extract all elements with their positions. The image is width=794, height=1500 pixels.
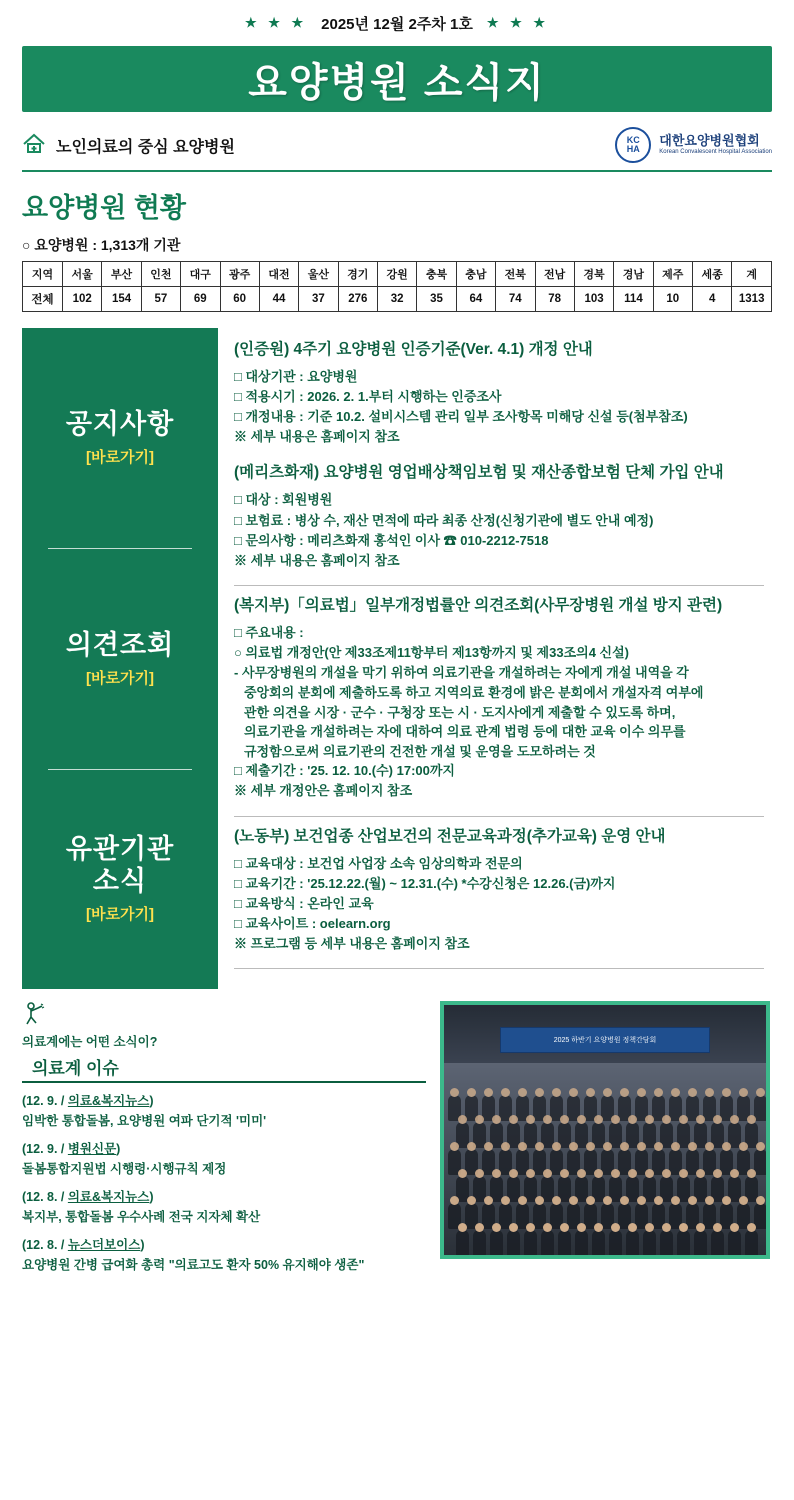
group-photo (440, 1001, 770, 1259)
article-block-4 (234, 827, 772, 961)
category-link[interactable]: [바로가기] (86, 449, 154, 467)
table-cell: 57 (141, 287, 180, 312)
category-link[interactable]: [바로가기] (86, 669, 154, 687)
tagline-group (22, 132, 235, 159)
article-line: ○ 의료법 개정안(안 제33조제11항부터 제13항까지 및 제33조의4 신설) (234, 645, 629, 661)
article-line: □ 제출기간 : '25. 12. 10.(수) 17:00까지 (234, 763, 455, 779)
news-date: (12. 9. / (22, 1142, 68, 1157)
table-cell: 60 (220, 287, 259, 312)
table-cell: 74 (496, 287, 535, 312)
photo-crowd (444, 1085, 766, 1255)
page-title: 요양병원 소식지 (248, 60, 546, 105)
table-row (23, 287, 772, 312)
article-column (218, 328, 772, 989)
article-title: (메리츠화재) 요양병원 영업배상책임보험 및 재산종합보험 단체 가입 안내 (234, 464, 724, 482)
table-cell: 4 (693, 287, 732, 312)
table-row-label: 전체 (23, 287, 63, 312)
news-section (22, 1001, 772, 1283)
news-item[interactable] (22, 1139, 426, 1177)
article-line: 관한 의견을 시장 · 군수 · 구청장 또는 시 · 도지사에게 제출할 수 있도록 하며, (244, 704, 676, 720)
table-cell: 35 (417, 287, 456, 312)
article-line: ※ 세부 개정안은 홈페이지 참조 (234, 783, 413, 799)
status-table (22, 261, 772, 312)
table-cell: 44 (259, 287, 298, 312)
article-title: (복지부)「의료법」일부개정법률안 의견조회(사무장병원 개설 방지 관련) (234, 596, 723, 614)
article-line: □ 대상기관 : 요양병원 (234, 368, 358, 384)
article-line: □ 대상 : 회원병원 (234, 492, 333, 508)
news-headline[interactable]: 요양병원 간병 급여화 총력 "의료고도 환자 50% 유지해야 생존" (22, 1258, 365, 1273)
subheader (22, 126, 772, 172)
association-name-kr: 대한요양병원협회 (659, 133, 760, 149)
news-headline[interactable]: 임박한 통합돌봄, 요양병원 여파 단기적 '미미' (22, 1114, 267, 1129)
table-header-cell: 대전 (259, 262, 298, 287)
news-column (22, 1001, 426, 1283)
table-cell: 78 (535, 287, 574, 312)
table-cell: 114 (614, 287, 653, 312)
table-cell: 103 (574, 287, 613, 312)
news-meta (22, 1187, 426, 1205)
table-header-cell: 대구 (181, 262, 220, 287)
table-header-cell: 충남 (456, 262, 495, 287)
association-name-en: Korean Convalescent Hospital Association (659, 149, 772, 156)
association-names (659, 134, 772, 156)
status-section (22, 186, 772, 312)
article-line: □ 교육방식 : 온라인 교육 (234, 895, 374, 911)
content-board (22, 328, 772, 989)
table-header-cell: 세종 (693, 262, 732, 287)
table-header-cell: 지역 (23, 262, 63, 287)
table-header-cell: 전남 (535, 262, 574, 287)
table-cell: 10 (653, 287, 692, 312)
association-logo-group (615, 127, 772, 163)
table-header-cell: 경남 (614, 262, 653, 287)
status-count-label: ○ 요양병원 : 1,313개 기관 (22, 237, 181, 253)
category-link[interactable]: [바로가기] (86, 905, 154, 923)
table-cell: 32 (378, 287, 417, 312)
article-line: □ 교육사이트 : oelearn.org (234, 915, 391, 931)
article-line: 규정함으로써 의료기관의 건전한 개설 및 운영을 도모하려는 것 (244, 743, 596, 759)
category-related-orgs[interactable] (22, 769, 218, 989)
news-source: 의료&복지뉴스 (67, 1094, 150, 1109)
article-line: ※ 프로그램 등 세부 내용은 홈페이지 참조 (234, 936, 470, 952)
news-date: (12. 8. / (22, 1190, 68, 1205)
article-line: ※ 세부 내용은 홈페이지 참조 (234, 429, 400, 445)
divider (234, 968, 764, 969)
table-cell: 1313 (732, 287, 772, 312)
photo-column (440, 1001, 772, 1283)
category-column (22, 328, 218, 989)
table-header-cell: 부산 (102, 262, 141, 287)
tagline-text: 노인의료의 중심 요양병원 (56, 138, 235, 156)
news-source: 뉴스더보이스 (67, 1238, 141, 1253)
article-line: 의료기관을 개설하려는 자에 대하여 의료 관계 법령 등에 대한 교육 이수 의무를 (244, 724, 686, 740)
category-title: 의견조회 (65, 629, 175, 660)
news-heading: 의료계 이슈 (32, 1059, 119, 1079)
article-block-3 (234, 596, 772, 808)
article-line: □ 교육대상 : 보건업 사업장 소속 임상의학과 전문의 (234, 855, 523, 871)
table-header-row (23, 262, 772, 287)
table-header-cell: 충북 (417, 262, 456, 287)
category-notice[interactable] (22, 328, 218, 548)
article-block-1 (234, 340, 772, 453)
news-headline[interactable]: 돌봄통합지원법 시행령·시행규칙 제정 (22, 1162, 227, 1177)
stars-right-icon: ★ ★ ★ (486, 15, 550, 30)
table-header-cell: 전북 (496, 262, 535, 287)
table-header-cell: 계 (732, 262, 772, 287)
news-meta-tail: ) (116, 1142, 121, 1157)
logo-top-text: KC (626, 135, 640, 145)
news-source: 병원신문 (67, 1142, 117, 1157)
table-header-cell: 경북 (574, 262, 613, 287)
table-header-cell: 제주 (653, 262, 692, 287)
table-cell: 102 (63, 287, 102, 312)
news-meta-tail: ) (149, 1190, 154, 1205)
kcha-logo-icon (615, 127, 651, 163)
category-title: 공지사항 (65, 409, 175, 440)
news-date: (12. 8. / (22, 1238, 68, 1253)
issue-strip (0, 0, 794, 46)
logo-bottom-text: HA (626, 144, 640, 154)
article-title: (노동부) 보건업종 산업보건의 전문교육과정(추가교육) 운영 안내 (234, 827, 666, 845)
article-title: (인증원) 4주기 요양병원 인증기준(Ver. 4.1) 개정 안내 (234, 341, 593, 358)
table-cell: 64 (456, 287, 495, 312)
status-section-title: 요양병원 현황 (22, 193, 186, 223)
photo-banner-text: 2025 하반기 요양병원 정책간담회 (500, 1027, 710, 1053)
news-item[interactable] (22, 1091, 426, 1129)
article-block-2 (234, 463, 772, 576)
article-line: 중앙회의 분회에 제출하도록 하고 지역의료 환경에 밝은 분회에서 개설자격 여부에 (244, 685, 704, 701)
stars-left-icon: ★ ★ ★ (244, 15, 308, 30)
news-date: (12. 9. / (22, 1094, 68, 1109)
news-question-row (22, 1001, 426, 1032)
news-meta (22, 1091, 426, 1109)
table-header-cell: 경기 (338, 262, 377, 287)
hospital-icon (22, 132, 46, 159)
title-banner (22, 46, 772, 112)
table-cell: 154 (102, 287, 141, 312)
table-header-cell: 인천 (141, 262, 180, 287)
article-line: □ 주요내용 : (234, 624, 304, 640)
table-header-cell: 광주 (220, 262, 259, 287)
divider (234, 816, 764, 817)
news-meta (22, 1139, 426, 1157)
news-meta-tail: ) (149, 1094, 154, 1109)
article-line: □ 개정내용 : 기준 10.2. 설비시스템 관리 일부 조사항목 미해당 신설 등(첨부참조) (234, 409, 688, 425)
article-line: □ 문의사항 : 메리츠화재 홍석인 이사 ☎ 010-2212-7518 (234, 532, 549, 548)
news-meta-tail: ) (140, 1238, 145, 1253)
article-line: □ 보험료 : 병상 수, 재산 면적에 따라 최종 산정(신청기관에 별도 안내 예정) (234, 512, 654, 528)
article-line: - 사무장병원의 개설을 막기 위하여 의료기관을 개설하려는 자에게 개설 내역을 각 (234, 665, 689, 681)
news-headline[interactable]: 복지부, 통합돌봄 우수사례 전국 지자체 확산 (22, 1210, 261, 1225)
divider (234, 585, 764, 586)
reporter-icon (22, 1001, 48, 1032)
news-item[interactable] (22, 1235, 426, 1273)
table-header-cell: 서울 (63, 262, 102, 287)
category-title: 유관기관 소식 (65, 834, 175, 896)
article-line: ※ 세부 내용은 홈페이지 참조 (234, 552, 400, 568)
table-cell: 69 (181, 287, 220, 312)
article-line: □ 적용시기 : 2026. 2. 1.부터 시행하는 인증조사 (234, 389, 502, 405)
table-cell: 37 (299, 287, 338, 312)
news-question: 의료계에는 어떤 소식이? (22, 1035, 158, 1050)
category-opinion[interactable] (22, 548, 218, 768)
news-item[interactable] (22, 1187, 426, 1225)
table-header-cell: 강원 (378, 262, 417, 287)
news-source: 의료&복지뉴스 (67, 1190, 150, 1205)
table-cell: 276 (338, 287, 377, 312)
divider (22, 1081, 426, 1083)
news-meta (22, 1235, 426, 1253)
article-line: □ 교육기간 : '25.12.22.(월) ~ 12.31.(수) *수강신청은 12.26.(금)까지 (234, 875, 616, 891)
table-header-cell: 울산 (299, 262, 338, 287)
issue-date: 2025년 12월 2주차 1호 (321, 15, 473, 33)
